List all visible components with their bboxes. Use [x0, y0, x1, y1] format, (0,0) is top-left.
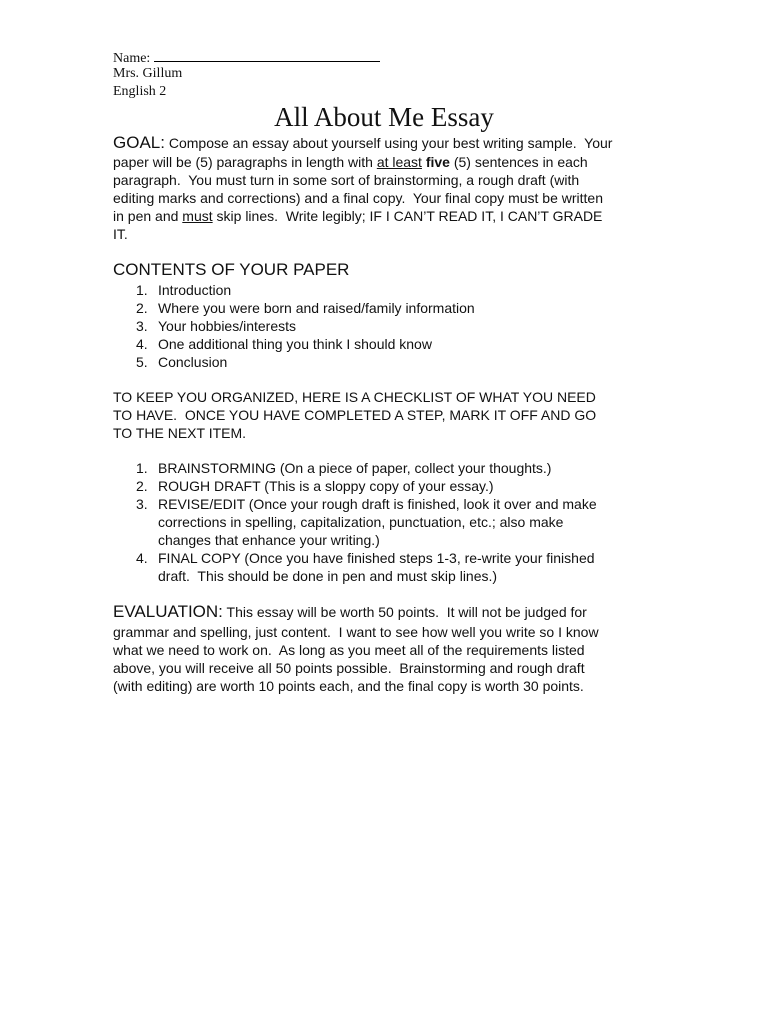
- list-number: 4.: [136, 336, 148, 352]
- list-number: 3.: [136, 318, 148, 334]
- goal-text: paper will be (5) paragraphs in length with: [113, 154, 377, 170]
- evaluation-line: what we need to work on. As long as you meet all of the requirements listed: [113, 642, 585, 658]
- name-label: Name:: [113, 51, 151, 66]
- goal-line: paragraph. You must turn in some sort of brainstorming, a rough draft (with: [113, 172, 580, 188]
- evaluation-text: This essay will be worth 50 points. It will not be judged for: [222, 604, 587, 620]
- goal-line: [113, 134, 612, 152]
- list-number: 5.: [136, 354, 148, 370]
- list-item: Conclusion: [158, 354, 228, 370]
- evaluation-line: grammar and spelling, just content. I want to see how well you write so I know: [113, 624, 599, 640]
- checklist-item: draft. This should be done in pen and must skip lines.): [158, 568, 498, 584]
- bold-text: five: [425, 154, 450, 170]
- goal-label: GOAL:: [113, 133, 165, 152]
- list-item: Introduction: [158, 282, 232, 298]
- name-blank-line: [154, 47, 380, 62]
- checklist-item: changes that enhance your writing.): [158, 532, 380, 548]
- list-number: 1.: [136, 282, 148, 298]
- checklist-number: 2.: [136, 478, 148, 494]
- goal-line: IT.: [113, 226, 128, 242]
- goal-text: skip lines. Write legibly; IF I CAN’T READ IT, I CAN’T GRADE: [212, 208, 603, 224]
- list-item: Where you were born and raised/family information: [158, 300, 475, 316]
- contents-heading: CONTENTS OF YOUR PAPER: [113, 260, 350, 279]
- organize-line: TO HAVE. ONCE YOU HAVE COMPLETED A STEP, MARK IT OFF AND GO: [113, 407, 597, 423]
- goal-line: [113, 207, 602, 225]
- checklist-item: corrections in spelling, capitalization, punctuation, etc.; also make: [158, 514, 564, 530]
- checklist-item: BRAINSTORMING (On a piece of paper, collect your thoughts.): [158, 460, 552, 476]
- organize-line: TO KEEP YOU ORGANIZED, HERE IS A CHECKLIST OF WHAT YOU NEED: [113, 389, 596, 405]
- goal-text: Compose an essay about yourself using your best writing sample. Your: [164, 135, 613, 151]
- evaluation-line: [113, 603, 587, 621]
- goal-text: (5) sentences in each: [449, 154, 588, 170]
- goal-line: [113, 153, 588, 171]
- organize-line: TO THE NEXT ITEM.: [113, 425, 247, 441]
- goal-line: editing marks and corrections) and a final copy. Your final copy must be written: [113, 190, 603, 206]
- goal-text: in pen and: [113, 208, 183, 224]
- list-item: Your hobbies/interests: [158, 318, 297, 334]
- checklist-number: 4.: [136, 550, 148, 566]
- page-title: All About Me Essay: [274, 102, 494, 132]
- teacher-name: Mrs. Gillum: [113, 66, 183, 81]
- list-number: 2.: [136, 300, 148, 316]
- underlined-text: at least: [376, 154, 422, 170]
- checklist-number: 1.: [136, 460, 148, 476]
- list-item: One additional thing you think I should know: [158, 336, 432, 352]
- checklist-item: REVISE/EDIT (Once your rough draft is finished, look it over and make: [158, 496, 597, 512]
- checklist-item: FINAL COPY (Once you have finished steps 1-3, re-write your finished: [158, 550, 595, 566]
- evaluation-line: (with editing) are worth 10 points each, and the final copy is worth 30 points.: [113, 678, 584, 694]
- evaluation-line: above, you will receive all 50 points possible. Brainstorming and rough draft: [113, 660, 585, 676]
- checklist-item: ROUGH DRAFT (This is a sloppy copy of your essay.): [158, 478, 494, 494]
- class-name: English 2: [113, 84, 167, 99]
- underlined-text: must: [182, 208, 213, 224]
- evaluation-label: EVALUATION:: [113, 602, 223, 621]
- checklist-number: 3.: [136, 496, 148, 512]
